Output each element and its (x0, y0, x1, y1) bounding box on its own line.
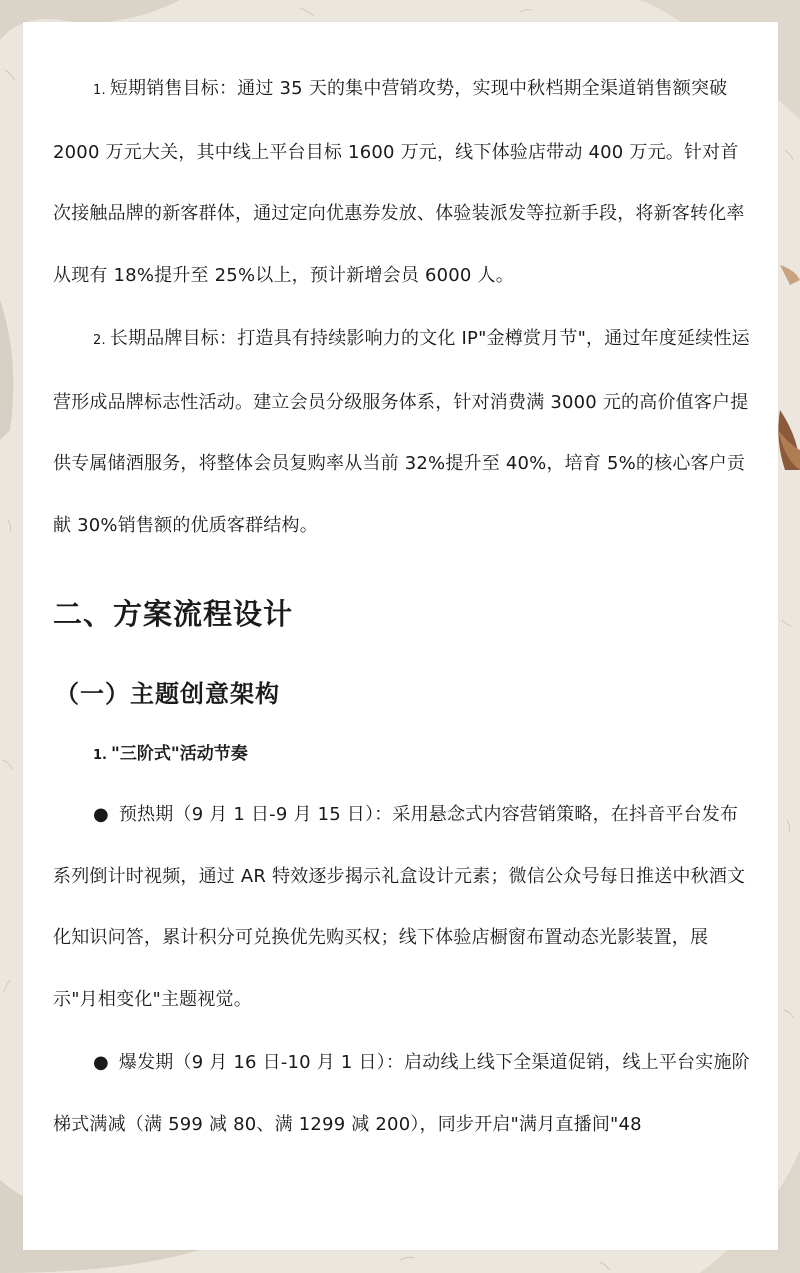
paragraph-short-term-goal (53, 58, 753, 306)
section-heading: 二、方案流程设计 (53, 597, 294, 631)
document-page (23, 22, 778, 1250)
list-number: 1. (93, 83, 106, 98)
paragraph-warmup-phase (53, 784, 753, 1030)
short-term-goal-text: 短期销售目标：通过 35 天的集中营销攻势，实现中秋档期全渠道销售额突破 2000 万元大关，其中线上平台目标 1600 万元，线下体验店带动 400 万元。针对首次接触品牌的新客群体，通过定向优惠券发放、体验装派发等拉新手段，将新客转化率从现有 18%提升至 25%以上，预计新增会员 6000 人。 (53, 78, 745, 286)
long-term-goal-text: 长期品牌目标：打造具有持续影响力的文化 IP"金樽赏月节"，通过年度延续性运营形成品牌标志性活动。建立会员分级服务体系，针对消费满 3000 元的高价值客户提供专属储酒服务，将整体会员复购率从当前 32%提升至 40%，培育 5%的核心客户贡献 30%销售额的优质客群结构。 (53, 328, 750, 536)
sub-item-title: "三阶式"活动节奏 (110, 744, 248, 764)
list-number: 2. (93, 333, 106, 348)
subsection-heading: （一）主题创意架构 (55, 680, 280, 708)
document-content (53, 22, 753, 1155)
bullet-icon: ● (93, 1052, 109, 1073)
bullet-icon: ● (93, 804, 109, 825)
list-number: 1. (93, 748, 107, 763)
burst-phase-text: 爆发期（9 月 16 日-10 月 1 日）：启动线上线下全渠道促销，线上平台实施阶梯式满减（满 599 减 80、满 1299 减 200），同步开启"满月直播间"48 (53, 1052, 750, 1135)
paragraph-long-term-goal (53, 308, 753, 556)
warmup-phase-text: 预热期（9 月 1 日-9 月 15 日）：采用悬念式内容营销策略，在抖音平台发布系列倒计时视频，通过 AR 特效逐步揭示礼盒设计元素；微信公众号每日推送中秋酒文化知识问答，累计积分可兑换优先购买权；线下体验店橱窗布置动态光影装置，展示"月相变化"主题视觉。 (53, 804, 746, 1010)
paragraph-burst-phase (53, 1032, 753, 1155)
sub-item-heading (53, 740, 753, 770)
